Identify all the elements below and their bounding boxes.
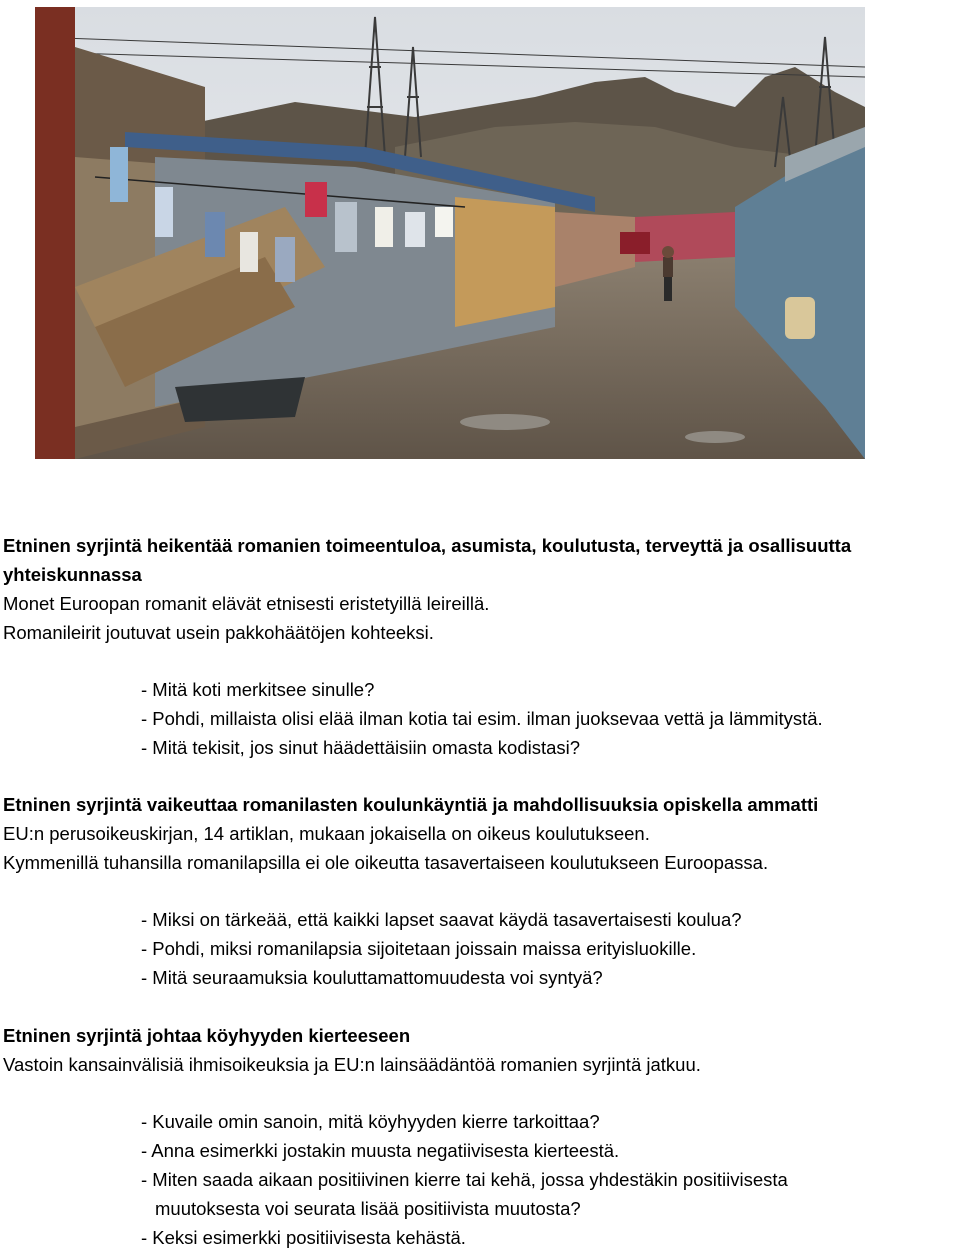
- section3-question: - Kuvaile omin sanoin, mitä köyhyyden kierre tarkoittaa?: [141, 1111, 600, 1132]
- section3-question: - Keksi esimerkki positiivisesta kehästä.: [141, 1227, 466, 1248]
- section2-question: - Mitä seuraamuksia kouluttamattomuudesta voi syntyä?: [141, 967, 603, 988]
- section3-question-continuation: muutoksesta voi seurata lisää positiivista muutosta?: [155, 1198, 581, 1219]
- section3-paragraph-line: Vastoin kansainvälisiä ihmisoikeuksia ja EU:n lainsäädäntöä romanien syrjintä jatkuu.: [3, 1054, 701, 1075]
- slum-street-photo: [35, 7, 865, 459]
- article-text: [3, 531, 958, 1252]
- section3-heading: Etninen syrjintä johtaa köyhyyden kierteeseen: [3, 1025, 411, 1046]
- section1-question: - Mitä tekisit, jos sinut häädettäisiin omasta kodistasi?: [141, 737, 581, 758]
- slum-street-photo-icon: [35, 7, 865, 459]
- section2-heading: Etninen syrjintä vaikeuttaa romanilasten koulunkäyntiä ja mahdollisuuksia opiskella ammatti: [3, 794, 819, 815]
- section1-paragraph-line: Romanileirit joutuvat usein pakkohäätöjen kohteeksi.: [3, 622, 434, 643]
- section3-question: - Miten saada aikaan positiivinen kierre tai kehä, jossa yhdestäkin positiivisesta: [141, 1169, 788, 1190]
- section1-question: - Pohdi, millaista olisi elää ilman kotia tai esim. ilman juoksevaa vettä ja lämmitystä.: [141, 708, 823, 729]
- section1-heading-line2: yhteiskunnassa: [3, 564, 142, 585]
- section1-heading-line1: Etninen syrjintä heikentää romanien toimeentuloa, asumista, koulutusta, terveyttä ja osallisuutta: [3, 535, 852, 556]
- section2-question: - Pohdi, miksi romanilapsia sijoitetaan joissain maissa erityisluokille.: [141, 938, 697, 959]
- section1-question: - Mitä koti merkitsee sinulle?: [141, 679, 375, 700]
- section2-paragraph-line: Kymmenillä tuhansilla romanilapsilla ei ole oikeutta tasavertaiseen koulutukseen Euroopassa.: [3, 852, 769, 873]
- section1-paragraph-line: Monet Euroopan romanit elävät etnisesti eristetyillä leireillä.: [3, 593, 490, 614]
- section2-paragraph-line: EU:n perusoikeuskirjan, 14 artiklan, mukaan jokaisella on oikeus koulutukseen.: [3, 823, 650, 844]
- section3-question: - Anna esimerkki jostakin muusta negatiivisesta kierteestä.: [141, 1140, 620, 1161]
- section2-question: - Miksi on tärkeää, että kaikki lapset saavat käydä tasavertaisesti koulua?: [141, 909, 742, 930]
